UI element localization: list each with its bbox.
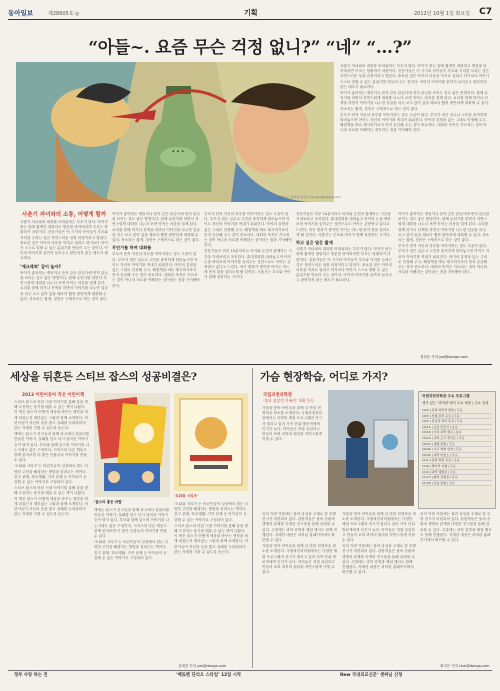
paragraph: 가을을 맞아 아이들과 함께 갈 만한 현장학습 장소를 소개한다. 국립과천과학관에서는 다양한 체험 프로그램과 전시가 열리고 있어 가족 단위 방문객에게 인기가 높다. 아이들은 직접 실험하고 만들어 보며 과학의 원리를 자연스럽게 익힐 수 있다.	[262, 544, 338, 575]
right-column-2	[262, 512, 338, 667]
paragraph: 가을을 맞아 아이들과 함께 갈 만한 현장학습 장소를 소개한다. 국립과천과학관에서는 다양한 체험 프로그램과 전시가 열리고 있어 가족 단위 방문객에게 인기가 높다. 아이들은 직접 실험하고 만들어 보며 과학의 원리를 자연스럽게 익힐 수 있다.	[342, 512, 416, 543]
bottom-divider	[8, 670, 492, 671]
program-row	[422, 480, 492, 486]
paragraph: 특히 이번 가을에는 물과 상상을 주제로 한 특별 전시가 마련되어 있다. 관람객들은 물의 순환과 생명의 관계를 다양한 전시물을 통해 살펴볼 수 있다. 주말에는 과학 강연과 체험 행사도 함께 진행된다. 자세한 내용은 과학관 홈페이지에서 확인할 수 있다.	[262, 512, 338, 543]
paragraph: 특히 이번 가을에는 물과 상상을 주제로 한 특별 전시가 마련되어 있다. 관람객들은 물의 순환과 생명의 관계를 다양한 전시물을 통해 살펴볼 수 있다. 주말에는 과학 강연과 체험 행사도 함께 진행된다. 자세한 내용은 과학관 홈페이지에서 확인할 수 있다.	[342, 544, 416, 575]
paragraph: 전문가들은 하루 10분이라도 아이와 온전히 함께하는 시간을 가져보라고 조언한다. 휴대전화를 내려놓고 아이의 눈을 바라보며 이야기를 들어주는 것만으로도 아이는 존중받고 있다고 느낀다. 작은 변화가 쌓이면 아이는 어느새 먼저 말을 걸어오게 될 것이다. 사춘기는 부모와 아이가 함께 성장하는 시기다.	[204, 249, 292, 280]
right-kicker-sub: ‘물과 상상의 가족전’ 개최 등등	[263, 398, 315, 403]
paragraph: 부모가 먼저 자신의 하루를 이야기하는 것도 도움이 된다. 부모가 겪은 실수나 고민을 솔직하게 털어놓으면 아이도 자신의 이야기를 꺼내기 쉬워진다. 아이의 감정을 있는 그대로 인정해 주고, 해결책을 바로 제시하기보다 먼저 공감해 주는 것이 중요하다. 대화의 목적은 가르치는 것이 아니라 서로를 이해하는 것이라는 점을 기억해야 한다.	[204, 212, 292, 248]
article-illustration	[16, 62, 334, 202]
page-title: “아들~. 요즘 무슨 걱정 없니?” “네” “…?”	[88, 38, 412, 58]
program-cell: 10/26 | 우주 영화 상영 | 무료	[422, 447, 492, 453]
page-header	[8, 6, 492, 20]
program-cell: 10/23 | 생태 탐험 | 무료	[422, 441, 492, 447]
left-signature: 김예진 기자 yes@donga.com	[178, 664, 227, 668]
left-column-3	[174, 502, 248, 662]
museum-photo	[328, 390, 414, 506]
paragraph: 사춘기 자녀와의 대화를 어려워하는 부모가 많다. 아이가 묻는 말에 짧게만 대답하고 방문을 닫아버리면 부모는 당황하기 마련이다. 전문가들은 이 시기의 아이들이 부모와 거리를 두려는 것은 자연스러운 성장 과정이라고 말한다. 중요한 것은 아이의 마음을 억지로 열려고 하기보다 아이가 스스로 말할 수 있는 분위기를 만들어 주는 것이다. 아이의 이야기를 끝까지 들어주고 판단하지 않는 태도가 필요하다.	[20, 220, 108, 261]
section-divider	[8, 364, 492, 365]
right-kicker: 국립과천과학관	[263, 393, 293, 398]
right-column-1	[262, 406, 324, 506]
program-cell: 10/2 | 꿈의 과학관 체험 | 무료	[422, 408, 492, 413]
right-headline: 가슴 현장학습, 어디로 가지?	[260, 371, 388, 383]
series-caption: ‘도와줘 시리즈’	[174, 494, 199, 498]
article-column-1	[20, 220, 108, 360]
paragraph: 가을을 맞아 아이들과 함께 갈 만한 현장학습 장소를 소개한다. 국립과천과학관에서는 다양한 체험 프로그램과 전시가 열리고 있어 가족 단위 방문객에게 인기가 높다. 아이들은 직접 실험하고 만들어 보며 과학의 원리를 자연스럽게 익힐 수 있다.	[262, 406, 323, 442]
sidebox-subtitle: 생각 있는 ‘과학관’에서 주요 체험 / 주요 일정	[422, 401, 489, 405]
right-signature: 최지은 기자 choi@donga.com	[440, 664, 490, 668]
paragraph: 아이가 좋아하는 게임이나 음악 같은 관심사에 먼저 관심을 보이는 것도 좋은 방법이다. 함께 무언가를 하면서 자연스럽게 대화를 나누다 보면 아이는 마음을 열게 된다. 요리를 함께 하거나 산책을 하면서 이야기를 나누면 얼굴을 마주 보고 앉아 있을 때보다 훨씬 편안하게 대화할 수 있다. 잔소리는 짧게, 칭찬은 구체적으로 하는 것이 좋다.	[112, 212, 200, 243]
bottom-head-1: 정부 사랑 하는 전	[14, 673, 48, 678]
subhead: 하고 싶은 말은 짧게	[296, 240, 333, 246]
section-name: 기획	[244, 9, 258, 17]
program-cell: 10/30 | 과학 마술쇼 | 무료	[422, 452, 492, 458]
program-table	[422, 408, 492, 486]
article-column-5	[398, 212, 490, 352]
program-sidebox	[418, 391, 496, 509]
left-headline: 세상을 뒤흔든 스티브 잡스의 성공비결은?	[10, 371, 197, 383]
paragraph: 스티브 잡스의 어린 시절 이야기를 통해 꿈을 향해 도전하는 용기를 배울 수 있는 책이 나왔다. 이 책은 잡스가 어떻게 세상을 바꾸는 생각을 하게 되었는지 재미있는 그림과 함께 소개한다. 어린이들이 자신의 꿈을 찾고 실패를 두려워하지 않는 자세를 기를 수 있도록 돕는다.	[14, 400, 88, 431]
program-cell: 10/5 | 천체 관측 교실 | 무료	[422, 413, 492, 419]
issue-date: 2012년 10월 1일 화요일	[413, 11, 470, 17]
column-divider	[252, 368, 253, 668]
article-subheading: 사춘기 자녀와의 소통, 어떻게 할까	[22, 212, 107, 218]
intro-column	[340, 64, 490, 204]
paragraph: 책에는 잡스가 친구들과 함께 차고에서 컴퓨터를 만들던 이야기, 실패를 딛고 다시 일어선 이야기 등이 담겨 있다. 부모와 함께 읽으며 이야기를 나누기에도 좋은 구성이다. 시리즈의 다른 책들도 함께 읽어보면 더 많은 인물들의 이야기를 만날 수 있다.	[14, 432, 90, 463]
bottom-head-3: New 국내외교신문‘ 셋짜님 신청	[340, 673, 403, 678]
subhead: ‘계크레쳐’ 같이 놀자?	[20, 263, 61, 269]
program-cell: 11/13 | 화학 실험실 | 유료	[422, 475, 492, 481]
paragraph: 특히 이번 가을에는 물과 상상을 주제로 한 특별 전시가 마련되어 있다. 관람객들은 물의 순환과 생명의 관계를 다양한 전시물을 통해 살펴볼 수 있다. 주말에는 과학 강연과 체험 행사도 함께 진행된다. 자세한 내용은 과학관 홈페이지에서 확인할 수 있다.	[420, 512, 492, 543]
program-cell: 11/9 | 과학 체험전 | 무료	[422, 469, 492, 475]
paragraph: 스티브 잡스의 어린 시절 이야기를 통해 꿈을 향해 도전하는 용기를 배울 수 있는 책이 나왔다. 이 책은 잡스가 어떻게 세상을 바꾸는 생각을 하게 되었는지 재미있는 그림과 함께 소개한다. 어린이들이 자신의 꿈을 찾고 실패를 두려워하지 않는 자세를 기를 수 있도록 돕는다.	[14, 486, 88, 517]
program-cell: 10/12 | 로봇 만들기 | 유료	[422, 424, 492, 430]
illustration-credit: 일러스트 김아영 조인주 kimayo@donga.com	[278, 195, 341, 199]
program-cell: 10/9 | 한글날 과학 특강 | 무료	[422, 419, 492, 425]
program-cell: 11/6 | 별자리 여행 | 무료	[422, 463, 492, 469]
paragraph: 아이가 좋아하는 게임이나 음악 같은 관심사에 먼저 관심을 보이는 것도 좋은 방법이다. 함께 무언가를 하면서 자연스럽게 대화를 나누다 보면 아이는 마음을 열게 된다. 요리를 함께 하거나 산책을 하면서 이야기를 나누면 얼굴을 마주 보고 앉아 있을 때보다 훨씬 편안하게 대화할 수 있다. 잔소리는 짧게, 칭찬은 구체적으로 하는 것이 좋다.	[398, 212, 490, 243]
paragraph: 스티브 잡스의 어린 시절 이야기를 통해 꿈을 향해 도전하는 용기를 배울 수 있는 책이 나왔다. 이 책은 잡스가 어떻게 세상을 바꾸는 생각을 하게 되었는지 재미있는 그림과 함께 소개한다. 어린이들이 자신의 꿈을 찾고 실패를 두려워하지 않는 자세를 기를 수 있도록 돕는다.	[174, 523, 248, 554]
book-cover-images	[94, 393, 170, 497]
paragraph: ‘도와줘 시리즈’는 어린이들이 일상에서 겪는 다양한 고민을 해결하는 방법을 알려주는 책이다. 친구 관계, 학교생활, 가족 문제 등 아이들이 공감할 수 있는 이야기로 구성되어 있다.	[94, 540, 168, 560]
left-column-1	[14, 400, 90, 665]
paragraph: 부모가 먼저 자신의 하루를 이야기하는 것도 도움이 된다. 부모가 겪은 실수나 고민을 솔직하게 털어놓으면 아이도 자신의 이야기를 꺼내기 쉬워진다. 아이의 감정을 있는 그대로 인정해 주고, 해결책을 바로 제시하기보다 먼저 공감해 주는 것이 중요하다. 대화의 목적은 가르치는 것이 아니라 서로를 이해하는 것이라는 점을 기억해야 한다.	[398, 244, 490, 275]
book-cover-image-2	[174, 393, 248, 491]
left-column-2	[94, 508, 170, 663]
paragraph: 사춘기 자녀와의 대화를 어려워하는 부모가 많다. 아이가 묻는 말에 짧게만 대답하고 방문을 닫아버리면 부모는 당황하기 마련이다. 전문가들은 이 시기의 아이들이 부모와 거리를 두려는 것은 자연스러운 성장 과정이라고 말한다. 중요한 것은 아이의 마음을 억지로 열려고 하기보다 아이가 스스로 말할 수 있는 분위기를 만들어 주는 것이다. 아이의 이야기를 끝까지 들어주고 판단하지 않는 태도가 필요하다.	[296, 247, 392, 283]
book-caption: ‘잡스의 좋은 마법’	[94, 500, 123, 504]
paragraph: 전문가들은 하루 10분이라도 아이와 온전히 함께하는 시간을 가져보라고 조언한다. 휴대전화를 내려놓고 아이의 눈을 바라보며 이야기를 들어주는 것만으로도 아이는 존중받고 있다고 느낀다. 작은 변화가 쌓이면 아이는 어느새 먼저 말을 걸어오게 될 것이다. 사춘기는 부모와 아이가 함께 성장하는 시기다.	[296, 212, 391, 237]
bottom-head-2: ‘베토벤 단리오 스타일’ 12일 시작	[176, 673, 242, 678]
subhead: 무언가를 하며 대화를	[112, 245, 152, 251]
publication-info: 제28605호 ◎	[48, 11, 80, 17]
sidebox-title: 국립과천과학관 주요 프로그램	[422, 394, 470, 398]
speech-bubble: …	[171, 140, 185, 156]
program-cell: 11/2 | 창의 발명 교실 | 유료	[422, 458, 492, 464]
paragraph: 아이가 좋아하는 게임이나 음악 같은 관심사에 먼저 관심을 보이는 것도 좋은 방법이다. 함께 무언가를 하면서 자연스럽게 대화를 나누다 보면 아이는 마음을 열게 된다. 요리를 함께 하거나 산책을 하면서 이야기를 나누면 얼굴을 마주 보고 앉아 있을 때보다 훨씬 편안하게 대화할 수 있다. 잔소리는 짧게, 칭찬은 구체적으로 하는 것이 좋다.	[20, 270, 108, 301]
paragraph: ‘도와줘 시리즈’는 어린이들이 일상에서 겪는 다양한 고민을 해결하는 방법을 알려주는 책이다. 친구 관계, 학교생활, 가족 문제 등 아이들이 공감할 수 있는 이야기로 구성되어 있다.	[14, 464, 88, 485]
article-signature: 정성운 기자 jsw@donga.com	[420, 355, 468, 359]
paragraph: ‘도와줘 시리즈’는 어린이들이 일상에서 겪는 다양한 고민을 해결하는 방법을 알려주는 책이다. 친구 관계, 학교생활, 가족 문제 등 아이들이 공감할 수 있는 이야기로 구성되어 있다.	[174, 502, 248, 522]
paragraph: 부모가 먼저 자신의 하루를 이야기하는 것도 도움이 된다. 부모가 겪은 실수나 고민을 솔직하게 털어놓으면 아이도 자신의 이야기를 꺼내기 쉬워진다. 아이의 감정을 있는 그대로 인정해 주고, 해결책을 바로 제시하기보다 먼저 공감해 주는 것이 중요하다. 대화의 목적은 가르치는 것이 아니라 서로를 이해하는 것이라는 점을 기억해야 한다.	[112, 252, 200, 288]
right-column-3	[342, 512, 416, 667]
intro-text-3: 부모가 먼저 자신의 하루를 이야기하는 것도 도움이 된다. 부모가 겪은 실수나 고민을 솔직하게 털어놓으면 아이도 자신의 이야기를 꺼내기 쉬워진다. 아이의 감정을 있는 그대로 인정해 주고, 해결책을 바로 제시하기보다 먼저 공감해 주는 것이 중요하다. 대화의 목적은 가르치는 것이 아니라 서로를 이해하는 것이라는 점을 기억해야 한다.	[340, 112, 487, 133]
article-column-3	[204, 212, 292, 360]
left-kicker: 2013 어린이동아 작은 어린이책	[22, 393, 85, 398]
article-column-2	[112, 212, 200, 360]
page-number: C7	[479, 7, 492, 17]
paragraph: 책에는 잡스가 친구들과 함께 차고에서 컴퓨터를 만들던 이야기, 실패를 딛고 다시 일어선 이야기 등이 담겨 있다. 부모와 함께 읽으며 이야기를 나누기에도 좋은 구성이다. 시리즈의 다른 책들도 함께 읽어보면 더 많은 인물들의 이야기를 만날 수 있다.	[94, 508, 170, 539]
program-cell: 11/16 | 공룡 탐험 | 무료	[422, 480, 492, 486]
intro-text: 사춘기 자녀와의 대화를 어려워하는 부모가 많다. 아이가 묻는 말에 짧게만 대답하고 방문을 닫아버리면 부모는 당황하기 마련이다. 전문가들은 이 시기의 아이들이 부모와 거리를 두려는 것은 자연스러운 성장 과정이라고 말한다. 중요한 것은 아이의 마음을 억지로 열려고 하기보다 아이가 스스로 말할 수 있는 분위기를 만들어 주는 것이다. 아이의 이야기를 끝까지 들어주고 판단하지 않는 태도가 필요하다.	[340, 64, 490, 89]
program-cell: 10/19 | 과학 토크 콘서트 | 무료	[422, 435, 492, 441]
newspaper-logo: 동아일보	[8, 9, 34, 17]
right-column-4	[420, 512, 492, 662]
article-column-4	[296, 212, 392, 360]
program-cell: 10/16 | 가족 과학 캠프 | 유료	[422, 430, 492, 436]
intro-text-2: 아이가 좋아하는 게임이나 음악 같은 관심사에 먼저 관심을 보이는 것도 좋은 방법이다. 함께 무언가를 하면서 자연스럽게 대화를 나누다 보면 아이는 마음을 열게 된다. 요리를 함께 하거나 산책을 하면서 이야기를 나누면 얼굴을 마주 보고 앉아 있을 때보다 훨씬 편안하게 대화할 수 있다. 잔소리는 짧게, 칭찬은 구체적으로 하는 것이 좋다.	[340, 91, 490, 111]
